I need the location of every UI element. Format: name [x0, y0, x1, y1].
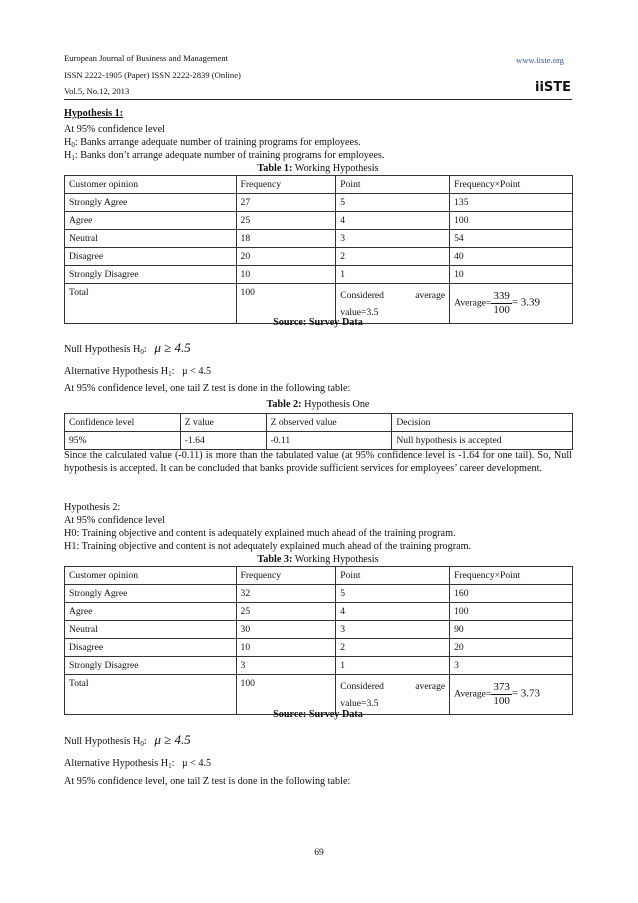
table-header-cell: Point [336, 567, 450, 585]
header-rule [64, 99, 572, 100]
alternative-hypothesis-1: Alternative Hypothesis $H_1$: μ < 4.5 [64, 366, 212, 378]
table-header-cell: Point [336, 176, 450, 194]
table-cell: 32 [236, 585, 336, 603]
table-cell: 95% [65, 432, 181, 450]
website-link[interactable]: www.iiste.org [516, 55, 564, 65]
issn: ISSN 2222-1905 (Paper) ISSN 2222-2839 (Online) [64, 70, 241, 80]
total-label: Total [65, 284, 237, 324]
table-header-cell: Frequency [236, 176, 336, 194]
total-average: Average= $\frac{373}{100}$ = 3.73 [450, 675, 573, 715]
table-cell: 3 [236, 657, 336, 675]
table-cell: 25 [236, 603, 336, 621]
table-header-row [65, 176, 573, 194]
hypothesis-1-heading: Hypothesis 1: [64, 108, 124, 119]
table-cell: 90 [450, 621, 573, 639]
table-row [65, 212, 573, 230]
table-cell: Neutral [65, 621, 237, 639]
table-row [65, 585, 573, 603]
table-cell: 30 [236, 621, 336, 639]
null-hypothesis-2: Null Hypothesis $H_0$: μ ≥ 4.5 [64, 732, 191, 748]
table-cell: Disagree [65, 639, 237, 657]
table-cell: Strongly Agree [65, 194, 237, 212]
hyp2-h0: H0: Training objective and content is adequately explained much ahead of the training program. [64, 528, 456, 539]
table-row [65, 432, 573, 450]
table-cell: 10 [450, 266, 573, 284]
table-cell: 4 [336, 603, 450, 621]
table-cell: 27 [236, 194, 336, 212]
total-frequency: 100 [236, 284, 336, 324]
table-cell: 3 [450, 657, 573, 675]
svg-text:iiSTE: iiSTE [536, 80, 570, 95]
table-header-row [65, 567, 573, 585]
table-row [65, 657, 573, 675]
table-row [65, 603, 573, 621]
table-1 [64, 175, 573, 324]
total-point: Considered average value=3.5 [336, 284, 450, 324]
alternative-hypothesis-2: Alternative Hypothesis $H_1$: μ < 4.5 [64, 758, 212, 770]
table-header-cell: Frequency [236, 567, 336, 585]
ztest-text-2: At 95% confidence level, one tail Z test is done in the following table: [64, 776, 351, 787]
table-cell: Strongly Agree [65, 585, 237, 603]
table-2 [64, 413, 573, 450]
table-cell: 2 [336, 639, 450, 657]
table-2-caption: Table 2: Hypothesis One [266, 399, 370, 410]
table-cell: 5 [336, 194, 450, 212]
table-cell: 4 [336, 212, 450, 230]
table-header-row [65, 414, 573, 432]
table-cell: 3 [336, 230, 450, 248]
total-label: Total [65, 675, 237, 715]
table-cell: 18 [236, 230, 336, 248]
table-cell: Disagree [65, 248, 237, 266]
table-3 [64, 566, 573, 715]
table-cell: 10 [236, 639, 336, 657]
table-cell: 1 [336, 266, 450, 284]
table-1-source: Source: Survey Data [273, 317, 363, 328]
table-cell: 135 [450, 194, 573, 212]
hyp2-h1: H1: Training objective and content is not adequately explained much ahead of the training program. [64, 541, 472, 552]
table-cell: -1.64 [180, 432, 266, 450]
table-cell: Agree [65, 603, 237, 621]
total-average: Average= $\frac{339}{100}$ = 3.39 [450, 284, 573, 324]
table-row [65, 230, 573, 248]
hypothesis-2-heading: Hypothesis 2: [64, 502, 121, 513]
table-3-caption: Table 3: Working Hypothesis [257, 554, 379, 565]
hyp1-h1: $H_1$: Banks don’t arrange adequate number of training programs for employees. [64, 150, 385, 162]
table-header-cell: Z value [180, 414, 266, 432]
table-cell: 3 [336, 621, 450, 639]
table-row [65, 248, 573, 266]
table-row [65, 621, 573, 639]
table-cell: Agree [65, 212, 237, 230]
page-number: 69 [314, 847, 324, 858]
hyp1-h0: $H_0$: Banks arrange adequate number of training programs for employees. [64, 137, 361, 149]
table-header-cell: Frequency×Point [450, 176, 573, 194]
table-cell: 1 [336, 657, 450, 675]
table-header-cell: Z observed value [266, 414, 392, 432]
table-row [65, 639, 573, 657]
table-header-cell: Customer opinion [65, 176, 237, 194]
table-row [65, 266, 573, 284]
table-cell: 2 [336, 248, 450, 266]
table-row [65, 194, 573, 212]
table-cell: Strongly Disagree [65, 657, 237, 675]
table-cell: Neutral [65, 230, 237, 248]
table-cell: -0.11 [266, 432, 392, 450]
table-3-source: Source: Survey Data [273, 709, 363, 720]
table-cell: Null hypothesis is accepted [392, 432, 573, 450]
hyp2-confidence: At 95% confidence level [64, 515, 165, 526]
ztest-text-1: At 95% confidence level, one tail Z test is done in the following table: [64, 383, 351, 394]
table-header-cell: Decision [392, 414, 573, 432]
table-1-caption: Table 1: Working Hypothesis [257, 163, 379, 174]
hyp1-confidence: At 95% confidence level [64, 124, 165, 135]
table-cell: 25 [236, 212, 336, 230]
volume: Vol.5, No.12, 2013 [64, 86, 130, 96]
table-cell: 5 [336, 585, 450, 603]
table-cell: 20 [236, 248, 336, 266]
table-header-cell: Confidence level [65, 414, 181, 432]
table-cell: 40 [450, 248, 573, 266]
table-cell: 20 [450, 639, 573, 657]
table-cell: 160 [450, 585, 573, 603]
table-cell: 54 [450, 230, 573, 248]
table-header-cell: Frequency×Point [450, 567, 573, 585]
journal-name: European Journal of Business and Management [64, 53, 228, 63]
iiste-logo [536, 74, 570, 96]
table-cell: Strongly Disagree [65, 266, 237, 284]
conclusion-paragraph: Since the calculated value (-0.11) is more than the tabulated value (at 95% confidence level is -1.64 for one tail). So, Null hypothesis is accepted. It can be concluded that banks provide sufficient services for employees’ career development. [64, 450, 572, 474]
null-hypothesis-1: Null Hypothesis $H_0$: μ ≥ 4.5 [64, 340, 191, 356]
table-cell: 100 [450, 603, 573, 621]
table-cell: 10 [236, 266, 336, 284]
table-header-cell: Customer opinion [65, 567, 237, 585]
total-frequency: 100 [236, 675, 336, 715]
table-cell: 100 [450, 212, 573, 230]
total-point: Considered average value=3.5 [336, 675, 450, 715]
